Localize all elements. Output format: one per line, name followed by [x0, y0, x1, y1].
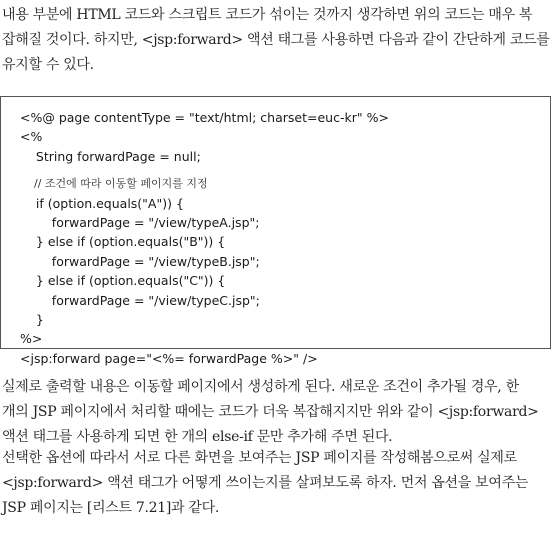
code-line-9: forwardPage = "/view/typeB.jsp"; — [20, 253, 260, 269]
code-line-8: } else if (option.equals("B")) { — [20, 234, 226, 250]
body-paragraph-3 — [2, 446, 552, 521]
intro-line-1: 내용 부분에 HTML 코드와 스크립트 코드가 섞이는 것까지 생각하면 위의 코드는 매우 복 — [2, 7, 533, 23]
code-line-3: String forwardPage = null; — [20, 148, 201, 164]
code-line-7: forwardPage = "/view/typeA.jsp"; — [20, 214, 260, 230]
para3-line-3: JSP 페이지는 [리스트 7.21]과 같다. — [2, 500, 220, 516]
code-line-10: } else if (option.equals("C")) { — [20, 273, 226, 289]
para3-line-2: <jsp:forward> 액션 태그가 어떻게 쓰이는지를 살펴보도록 하자. 먼저 옵션을 보여주는 — [2, 475, 529, 491]
code-listing — [20, 108, 389, 368]
para3-line-1: 선택한 옵션에 따라서 서로 다른 화면을 보여주는 JSP 페이지를 작성해봄으로써 실제로 — [2, 450, 517, 466]
code-line-4 — [20, 166, 389, 174]
code-line-12: } — [20, 311, 44, 327]
code-line-5-comment: // 조건에 따라 이동할 페이지를 지정 — [20, 177, 208, 191]
code-line-1: <%@ page contentType = "text/html; charset=euc-kr" %> — [20, 110, 389, 125]
code-line-11: forwardPage = "/view/typeC.jsp"; — [20, 292, 260, 308]
intro-line-3: 유지할 수 있다. — [2, 57, 94, 73]
body-paragraph-2 — [2, 375, 552, 450]
code-listing-box — [0, 96, 551, 366]
para2-line-1: 실제로 출력할 내용은 이동할 페이지에서 생성하게 된다. 새로운 조건이 추가될 경우, 한 — [2, 379, 519, 395]
intro-line-2: 잡해질 것이다. 하지만, <jsp:forward> 액션 태그를 사용하면 다음과 같이 간단하게 코드를 — [2, 32, 550, 48]
intro-paragraph — [2, 3, 552, 78]
code-line-13: %> — [20, 331, 43, 347]
code-line-6: if (option.equals("A")) { — [20, 195, 184, 211]
para2-line-3: 액션 태그를 사용하게 되면 한 개의 else-if 문만 추가해 주면 된다. — [2, 429, 393, 445]
code-line-14: <jsp:forward page="<%= forwardPage %>" /> — [20, 350, 318, 366]
code-line-2: <% — [20, 129, 43, 145]
para2-line-2: 개의 JSP 페이지에서 처리할 때에는 코드가 더욱 복잡해지지만 위와 같이 <jsp:forward> — [2, 404, 539, 420]
